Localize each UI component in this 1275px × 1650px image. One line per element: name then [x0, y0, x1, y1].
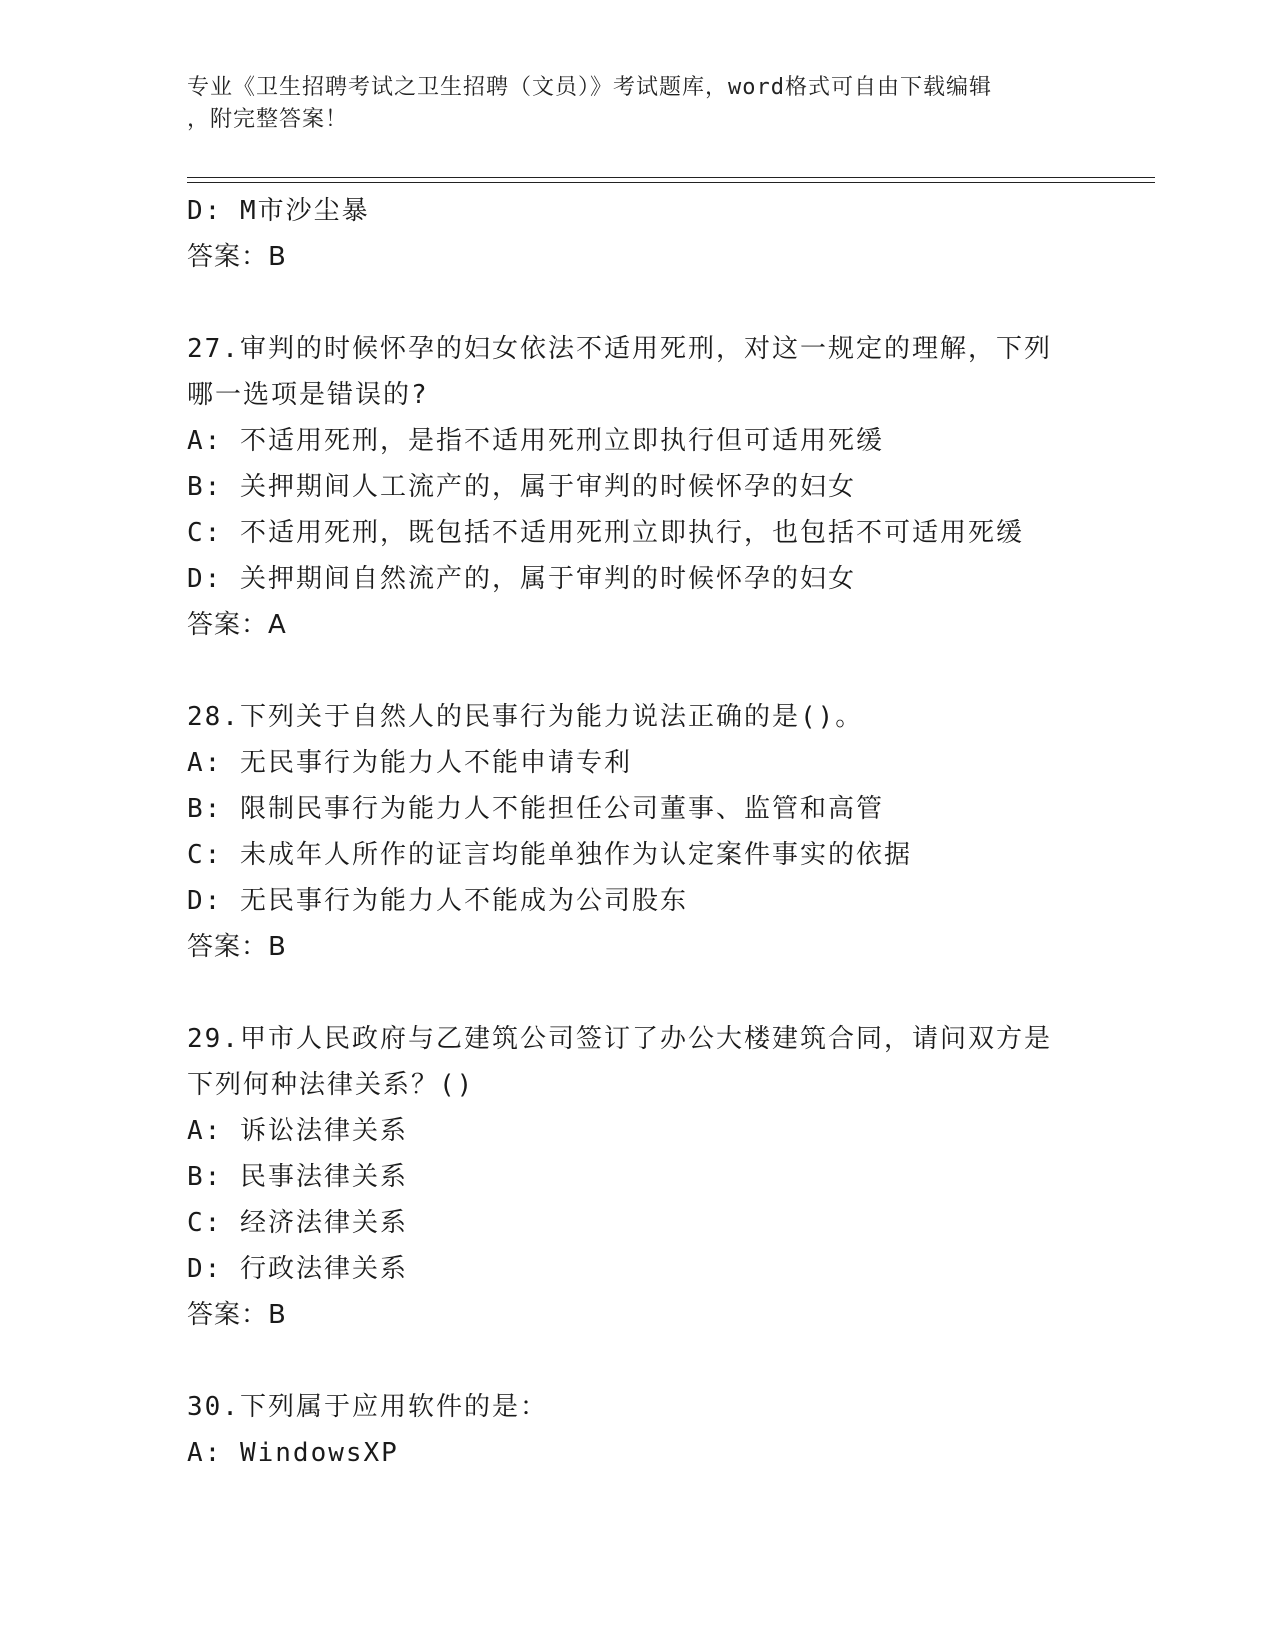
option-d: D: M市沙尘暴	[187, 196, 370, 226]
question-28	[187, 694, 1087, 970]
option-a: A: WindowsXP	[187, 1438, 399, 1468]
option-d: D: 关押期间自然流产的，属于审判的时候怀孕的妇女	[187, 564, 856, 594]
answer-line: 答案：B	[187, 932, 287, 962]
header-rule-bottom	[187, 182, 1155, 183]
spacer	[187, 648, 1087, 694]
page-header	[187, 72, 1087, 136]
option-c: C: 经济法律关系	[187, 1208, 408, 1238]
option-d: D: 无民事行为能力人不能成为公司股东	[187, 886, 688, 916]
option-b: B: 限制民事行为能力人不能担任公司董事、监管和高管	[187, 794, 884, 824]
question-stem: 下列何种法律关系？()	[187, 1070, 475, 1100]
header-rule-top	[187, 177, 1155, 178]
question-stem: 哪一选项是错误的?	[187, 380, 429, 410]
header-line-1: 专业《卫生招聘考试之卫生招聘（文员）》考试题库，word格式可自由下载编辑	[187, 75, 992, 100]
option-d: D: 行政法律关系	[187, 1254, 408, 1284]
answer-line: 答案：B	[187, 1300, 287, 1330]
question-stem: 27.审判的时候怀孕的妇女依法不适用死刑，对这一规定的理解，下列	[187, 334, 1052, 364]
header-line-2: ，附完整答案！	[187, 107, 349, 132]
document-body	[187, 188, 1087, 1476]
option-b: B: 关押期间人工流产的，属于审判的时候怀孕的妇女	[187, 472, 856, 502]
option-a: A: 不适用死刑，是指不适用死刑立即执行但可适用死缓	[187, 426, 884, 456]
spacer	[187, 280, 1087, 326]
option-a: A: 无民事行为能力人不能申请专利	[187, 748, 632, 778]
question-stem: 29.甲市人民政府与乙建筑公司签订了办公大楼建筑合同，请问双方是	[187, 1024, 1052, 1054]
question-stem: 28.下列关于自然人的民事行为能力说法正确的是()。	[187, 702, 864, 732]
question-29	[187, 1016, 1087, 1338]
question-30	[187, 1384, 1087, 1476]
question-27	[187, 326, 1087, 648]
spacer	[187, 1338, 1087, 1384]
question-stem: 30.下列属于应用软件的是：	[187, 1392, 548, 1422]
previous-question-tail	[187, 188, 1087, 280]
option-c: C: 未成年人所作的证言均能单独作为认定案件事实的依据	[187, 840, 912, 870]
option-c: C: 不适用死刑，既包括不适用死刑立即执行，也包括不可适用死缓	[187, 518, 1024, 548]
option-a: A: 诉讼法律关系	[187, 1116, 408, 1146]
answer-line: 答案：A	[187, 610, 287, 640]
answer-line: 答案：B	[187, 242, 287, 272]
spacer	[187, 970, 1087, 1016]
option-b: B: 民事法律关系	[187, 1162, 408, 1192]
